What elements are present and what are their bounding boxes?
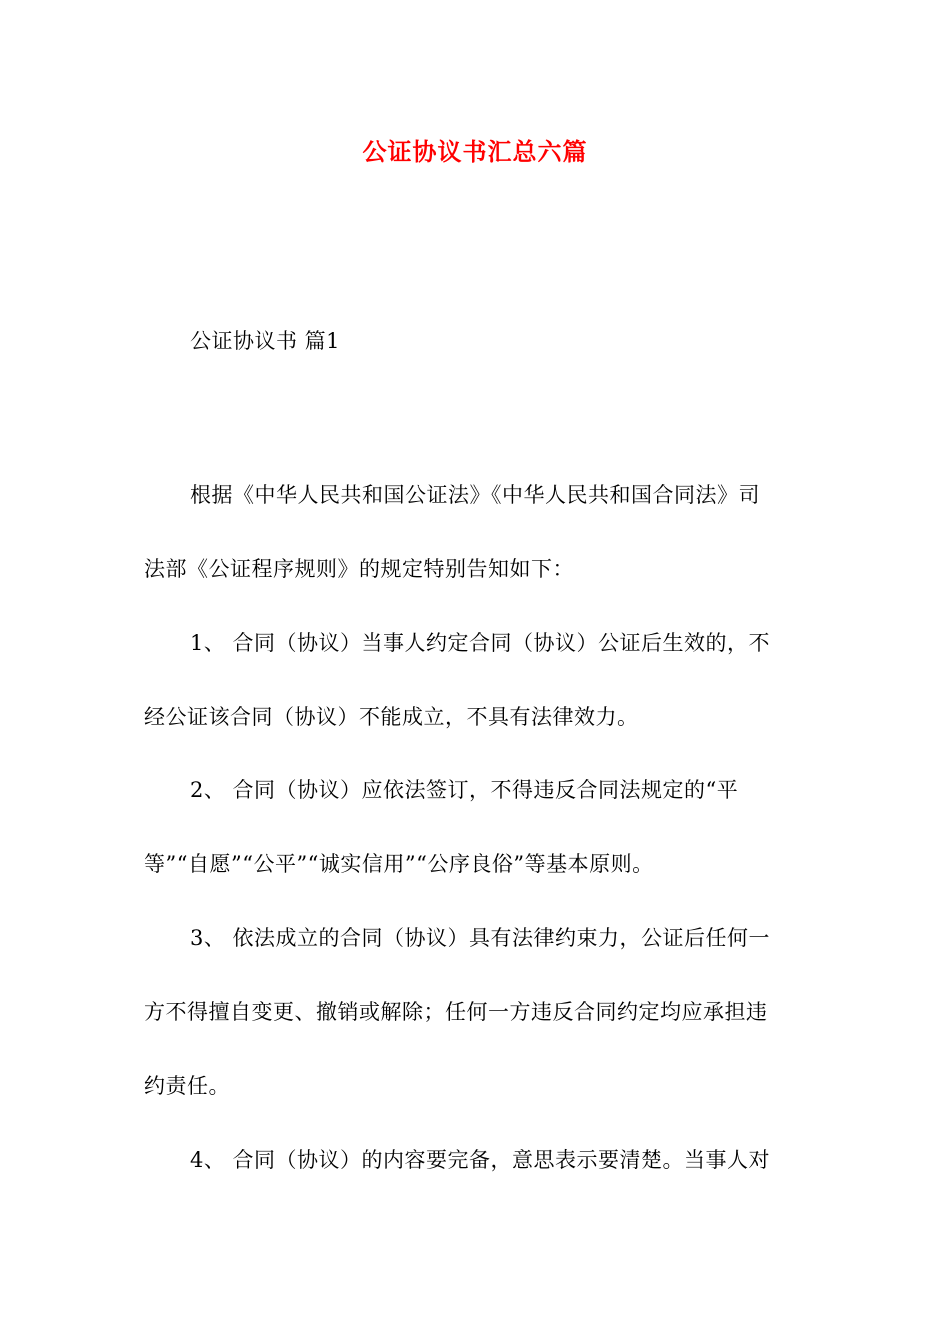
paragraph-line: 1、 合同（协议）当事人约定合同（协议）公证后生效的，不	[190, 631, 771, 655]
paragraph-line: 经公证该合同（协议）不能成立，不具有法律效力。	[144, 705, 639, 729]
paragraph-line: 约责任。	[144, 1074, 230, 1098]
paragraph-line: 2、 合同（协议）应依法签订，不得违反合同法规定的“平	[190, 778, 739, 802]
section-heading: 公证协议书 篇1	[190, 329, 341, 353]
paragraph-line: 4、 合同（协议）的内容要完备，意思表示要清楚。当事人对	[190, 1148, 771, 1172]
paragraph-line: 3、 依法成立的合同（协议）具有法律约束力，公证后任何一	[190, 926, 771, 950]
paragraph-line: 根据《中华人民共和国公证法》《中华人民共和国合同法》司	[190, 483, 760, 507]
paragraph-line: 等”“自愿”“公平”“诚实信用”“公序良俗”等基本原则。	[144, 852, 654, 876]
paragraph-line: 法部《公证程序规则》的规定特别告知如下：	[144, 557, 574, 581]
document-title: 公证协议书汇总六篇	[362, 137, 588, 166]
paragraph-line: 方不得擅自变更、撤销或解除；任何一方违反合同约定均应承担违	[144, 1000, 768, 1024]
